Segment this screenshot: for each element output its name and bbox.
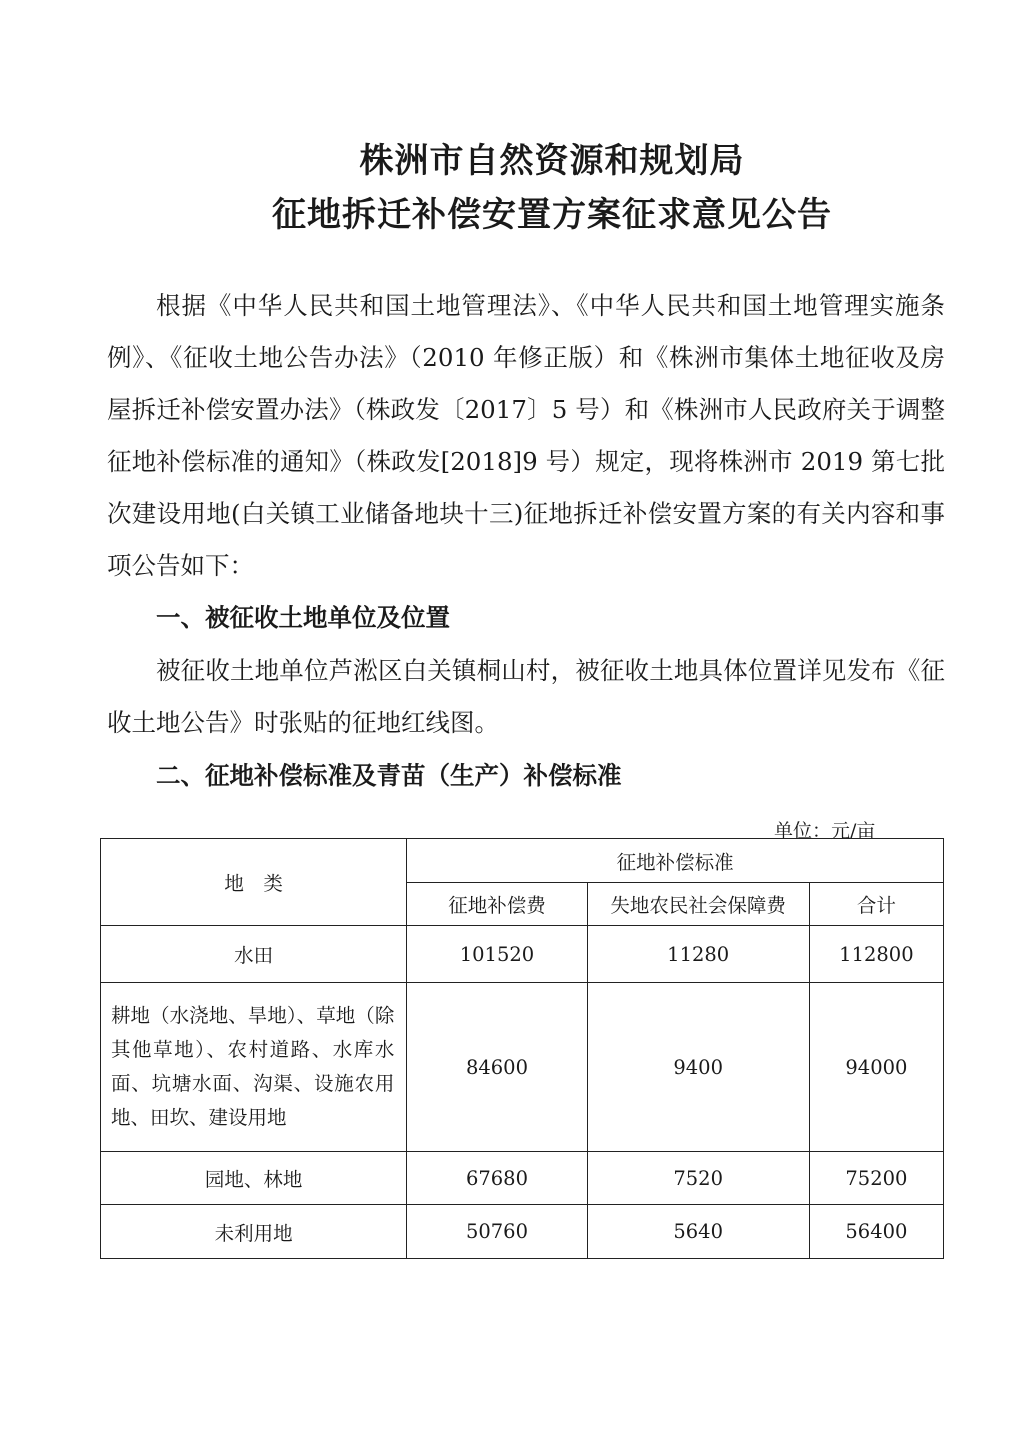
section1-heading: 一、被征收土地单位及位置 (156, 603, 450, 632)
cell-land-type: 耕地（水浇地、旱地）、草地（除其他草地）、农村道路、水库水面、坑塘水面、沟渠、设施农用地、田坎、建设用地 (101, 983, 407, 1152)
cell-total: 94000 (809, 983, 943, 1152)
cell-social-security-fee: 11280 (587, 926, 809, 983)
table-row (101, 1152, 944, 1205)
cell-compensation-fee: 67680 (407, 1152, 587, 1205)
intro-paragraph: 根据《中华人民共和国土地管理法》、《中华人民共和国土地管理实施条例》、《征收土地公告办法》（2010 年修正版）和《株洲市集体土地征收及房屋拆迁补偿安置办法》（株政发〔2017〕5 号）和《株洲市人民政府关于调整征地补偿标准的通知》（株政发[2018]9 号）规定，现将株洲市 2019 第七批次建设用地(白关镇工业储备地块十三)征地拆迁补偿安置方案的有关内容和事项公告如下： (107, 291, 945, 580)
cell-land-type: 未利用地 (101, 1205, 407, 1259)
cell-social-security-fee: 7520 (587, 1152, 809, 1205)
document-title-line2: 征地拆迁补偿安置方案征求意见公告 (272, 195, 832, 235)
cell-total: 56400 (809, 1205, 943, 1259)
header-compensation-standard: 征地补偿标准 (407, 839, 944, 883)
section1-text: 被征收土地单位芦淞区白关镇桐山村，被征收土地具体位置详见发布《征收土地公告》时张贴的征地红线图。 (107, 656, 945, 737)
cell-social-security-fee: 9400 (587, 983, 809, 1152)
cell-compensation-fee: 84600 (407, 983, 587, 1152)
compensation-table (100, 838, 944, 1259)
header-social-security-fee: 失地农民社会保障费 (587, 883, 809, 926)
cell-social-security-fee: 5640 (587, 1205, 809, 1259)
header-land-type: 地 类 (101, 839, 407, 926)
cell-land-type: 园地、林地 (101, 1152, 407, 1205)
table-row (101, 983, 944, 1152)
table-row (101, 926, 944, 983)
cell-compensation-fee: 101520 (407, 926, 587, 983)
header-compensation-fee: 征地补偿费 (407, 883, 587, 926)
unit-label: 单位：元/亩 (774, 820, 876, 842)
document-title-line1: 株洲市自然资源和规划局 (359, 141, 745, 181)
table-row (101, 1205, 944, 1259)
header-total: 合计 (809, 883, 943, 926)
table-header-row (101, 839, 944, 883)
cell-land-type: 水田 (101, 926, 407, 983)
cell-compensation-fee: 50760 (407, 1205, 587, 1259)
cell-total: 75200 (809, 1152, 943, 1205)
cell-total: 112800 (809, 926, 943, 983)
section2-heading: 二、征地补偿标准及青苗（生产）补偿标准 (156, 761, 622, 790)
